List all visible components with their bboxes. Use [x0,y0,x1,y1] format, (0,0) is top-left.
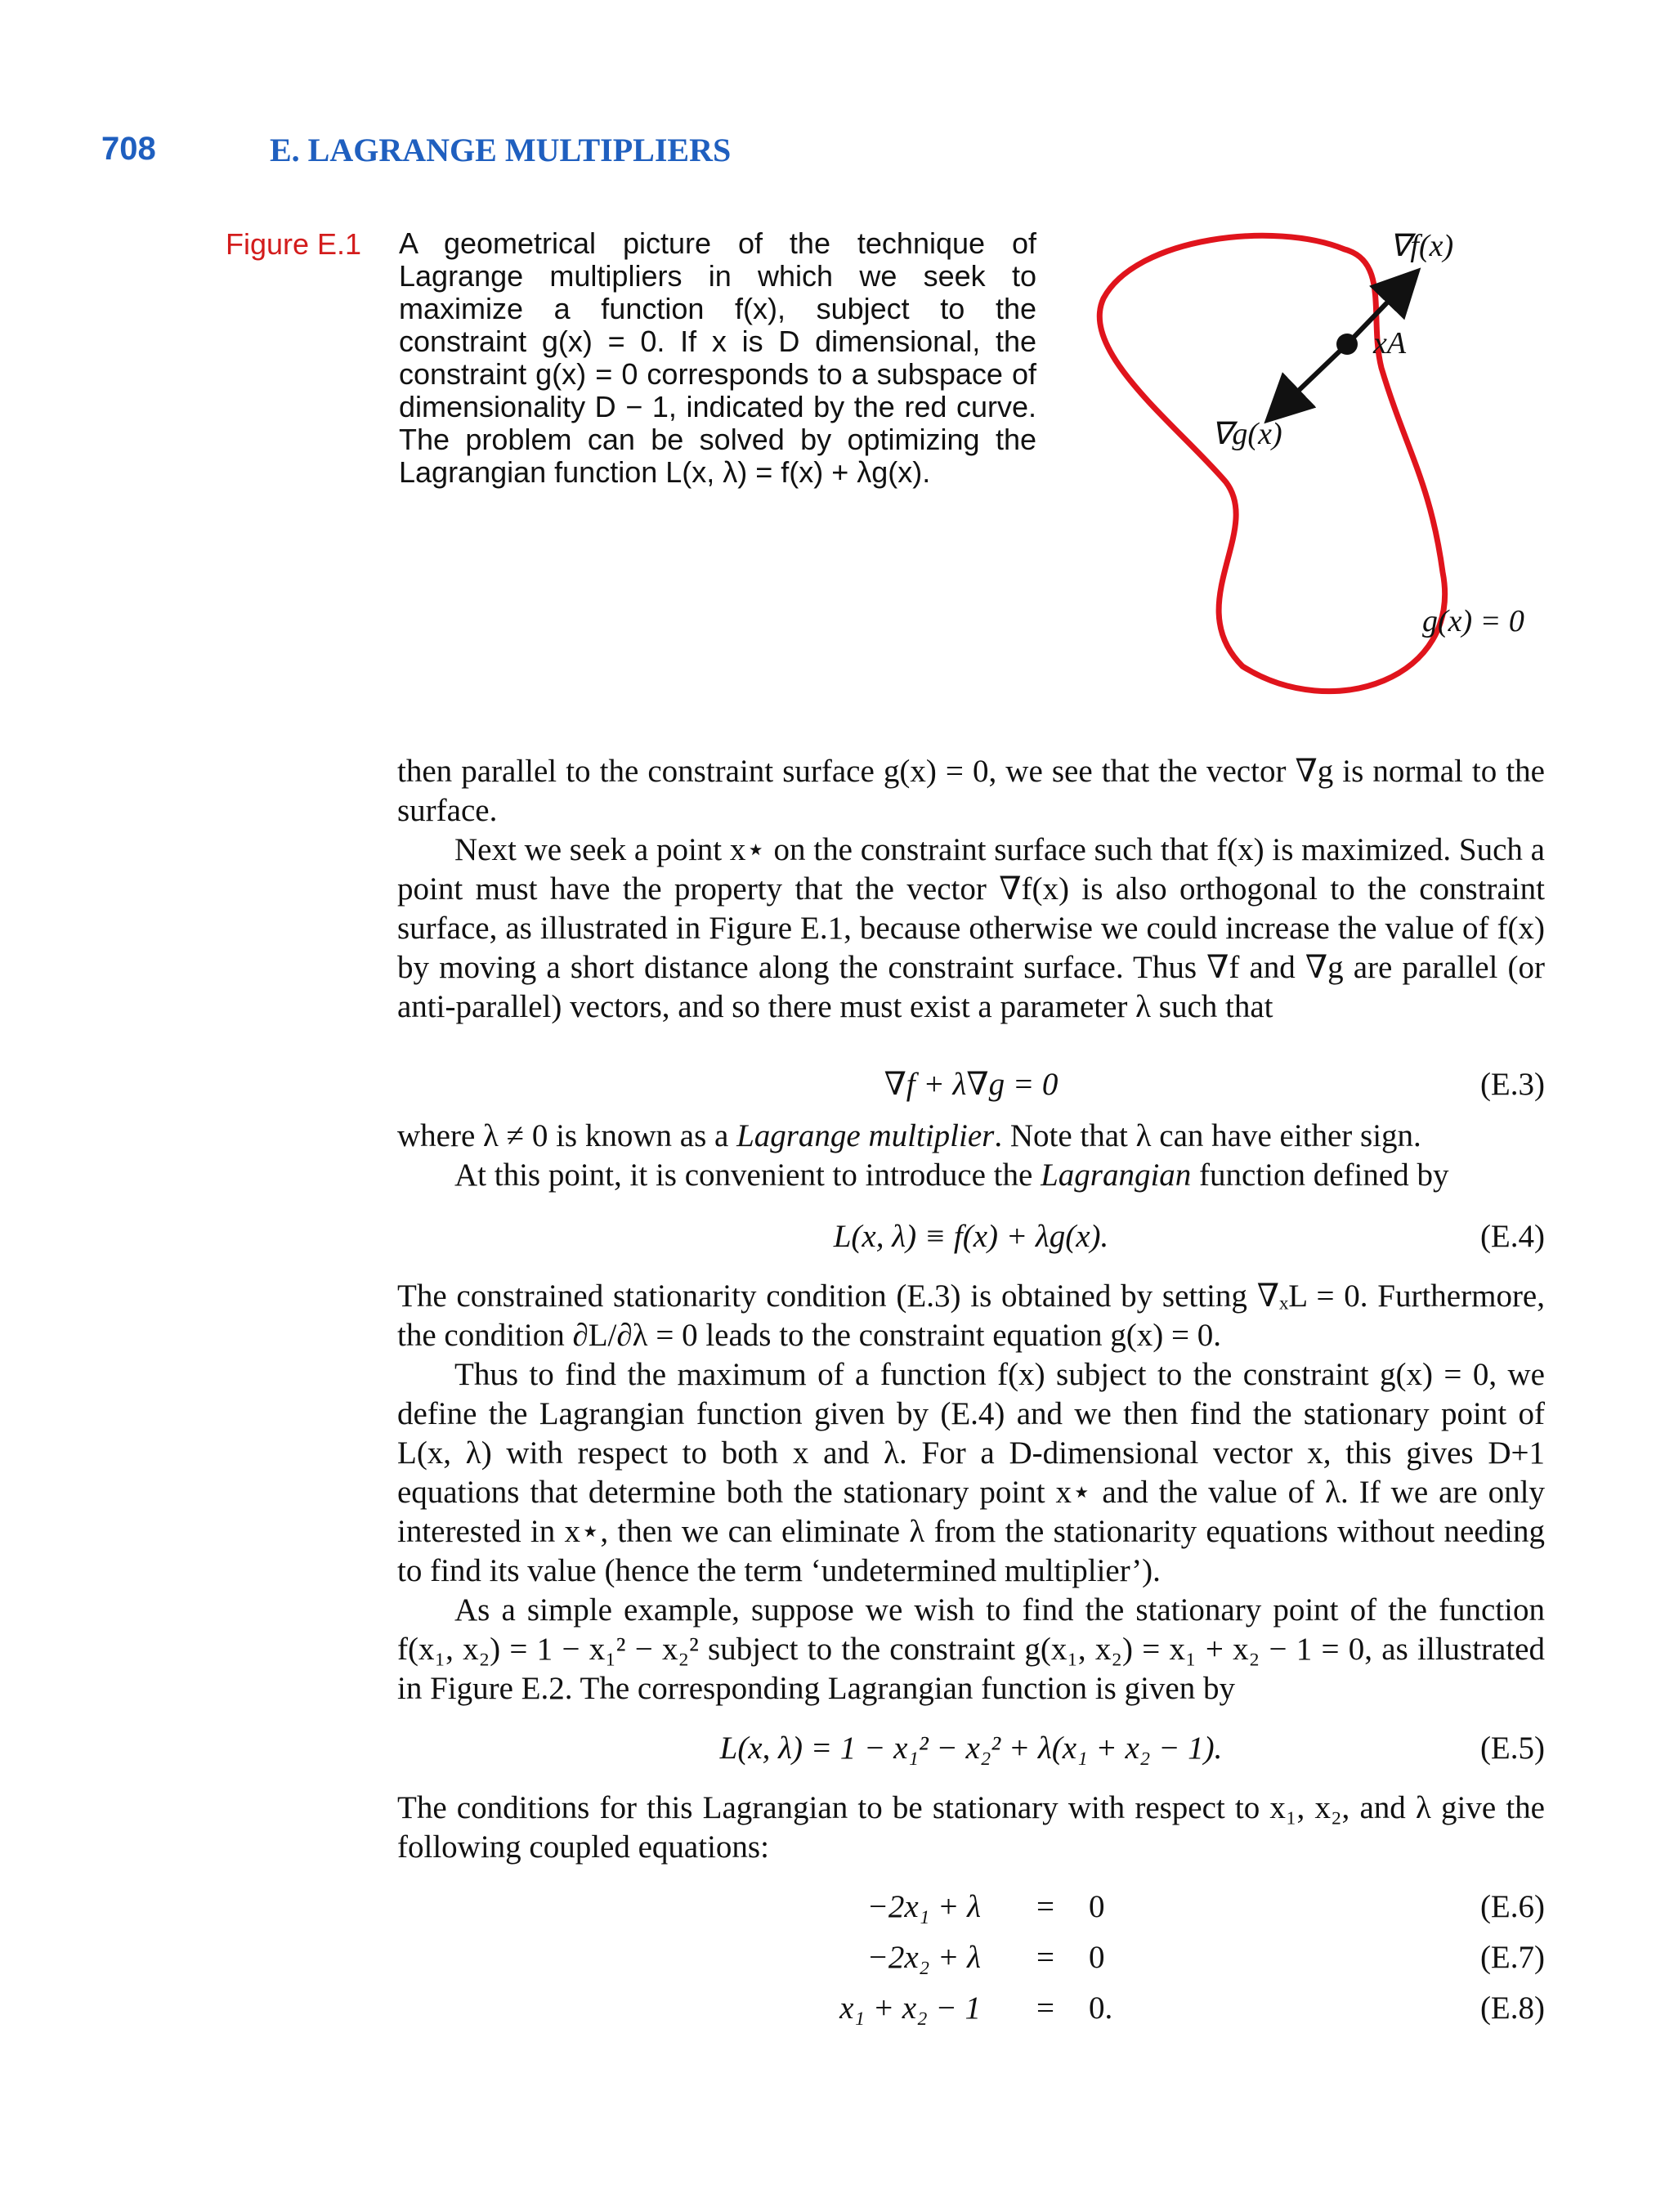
equation-e3-expr: ∇f + λ∇g = 0 [884,1067,1059,1102]
constraint-label: g(x) = 0 [1422,604,1524,638]
point-xa-label: xA [1373,326,1407,360]
paragraph-3-text: where λ ≠ 0 is known as a Lagrange multiplier. Note that λ can have either sign. [397,1118,1421,1153]
equation-row [768,1939,1545,1990]
equation-e4-num: (E.4) [1479,1219,1545,1254]
grad-g-arrow [1271,344,1347,417]
paragraph-7-text: As a simple example, suppose we wish to find the stationary point of the function f(x₁, x₂) = 1 − x₁² − x₂² subject to the constraint g(x₁, x₂) = x₁ + x₂ − 1 = 0, as illustrated in Figure E.2. The corresponding Lagrangian function is given by [397,1592,1545,1706]
equation-row [768,1888,1545,1939]
equation-number: (E.8) [1479,1990,1545,2026]
page-number: 708 [101,131,156,167]
equation-lhs: −2x₂ + λ [866,1940,981,1975]
equation-e3-num: (E.3) [1479,1067,1545,1102]
figure-label: Figure E.1 [226,227,362,261]
equation-rhs: 0 [1089,1940,1105,1975]
paragraph-6-text: Thus to find the maximum of a function f(x) subject to the constraint g(x) = 0, we define the Lagrangian function given by (E.4) and we then find the stationary point of L(x, λ) with respect to both x and λ. For a D-dimensional vector x, this gives D+1 equations that determine both the stationary point x⋆ and the value of λ. If we are only interested in x⋆, then we can eliminate λ from the stationarity equations without needing to find its value (hence the term ‘undetermined multiplier’). [397,1357,1545,1588]
paragraph-8-text: The conditions for this Lagrangian to be stationary with respect to x₁, x₂, and λ give the following coupled equations: [397,1790,1545,1865]
equation-e4-expr: L(x, λ) ≡ f(x) + λg(x). [833,1219,1109,1254]
chapter-title: E. LAGRANGE MULTIPLIERS [270,132,732,168]
paragraph-2-text: Next we seek a point x⋆ on the constraint surface such that f(x) is maximized. Such a point must have the property that the vector ∇f(x) is also orthogonal to the constraint surface, as illustrated in Figure E.1, because otherwise we could increase the value of f(x) by moving a short distance along the constraint surface. Thus ∇f and ∇g are parallel (or anti-parallel) vectors, and so there must exist a parameter λ such that [397,832,1545,1024]
equation-e5-num: (E.5) [1479,1731,1545,1766]
constraint-curve [1099,235,1444,691]
equation-number: (E.6) [1479,1889,1545,1924]
equation-op: = [1036,1889,1054,1924]
equation-rhs: 0 [1089,1889,1105,1924]
point-xa [1336,334,1358,355]
grad-f-label: ∇f(x) [1390,229,1454,263]
equation-op: = [1036,1990,1054,2026]
equation-rhs: 0. [1089,1990,1113,2026]
paragraph-1-text: then parallel to the constraint surface g(x) = 0, we see that the vector ∇g is normal to the surface. [397,754,1545,828]
paragraph-5 [397,1277,1545,1708]
equation-lhs: x₁ + x₂ − 1 [839,1990,981,2026]
paragraph-5-text: The constrained stationarity condition (E.3) is obtained by setting ∇ₓL = 0. Furthermore, the condition ∂L/∂λ = 0 leads to the constraint equation g(x) = 0. [397,1278,1545,1353]
equation-number: (E.7) [1479,1940,1545,1975]
grad-g-label: ∇g(x) [1211,417,1282,451]
paragraph-1 [397,752,1545,1027]
equation-system [768,1888,1545,2040]
equation-op: = [1036,1940,1054,1975]
equation-row [768,1990,1545,2040]
equation-e5-expr: L(x, λ) = 1 − x₁² − x₂² + λ(x₁ + x₂ − 1). [719,1731,1223,1766]
paragraph-8 [397,1789,1545,1867]
equation-lhs: −2x₁ + λ [866,1889,981,1924]
paragraph-3 [397,1117,1545,1195]
figure-caption: A geometrical picture of the technique of Lagrange multipliers in which we seek to maximize a function f(x), subject to the constraint g(x) = 0. If x is D dimensional, the constraint g(x) = 0 corresponds to a subspace of dimensionality D − 1, indicated by the red curve. The problem can be solved by optimizing the Lagrangian function L(x, λ) = f(x) + λg(x). [399,226,1036,489]
paragraph-4-text: At this point, it is convenient to introduce the Lagrangian function defined by [454,1157,1449,1193]
